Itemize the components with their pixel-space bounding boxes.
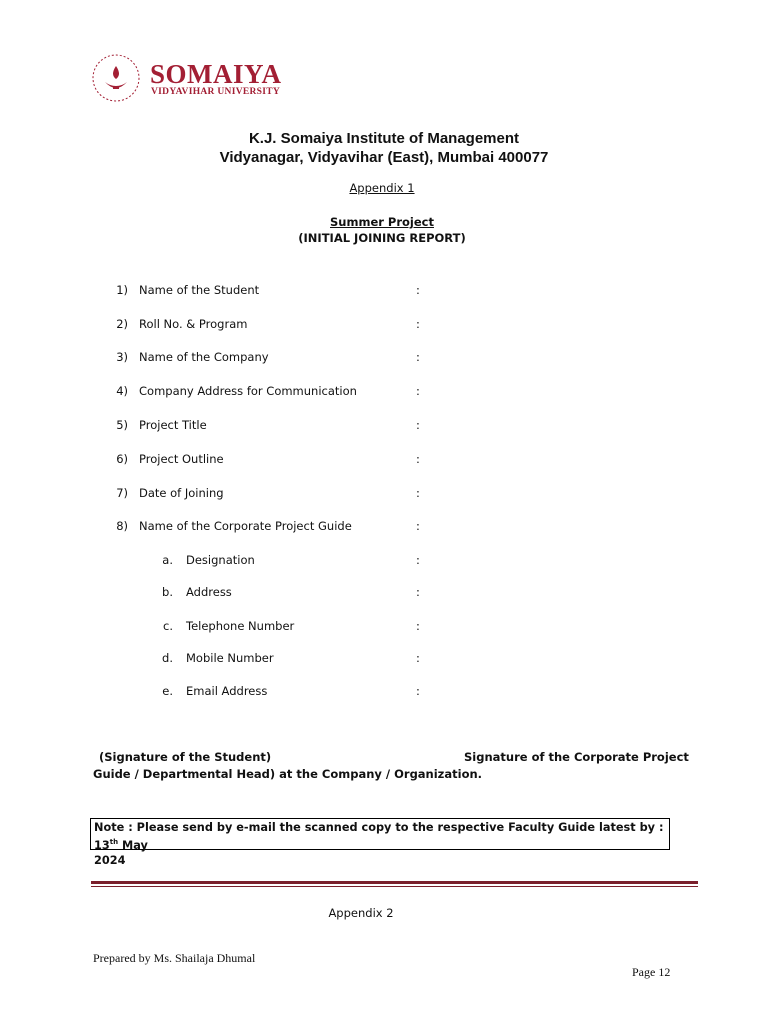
field-colon: : [416,350,420,364]
field-label-roll-no: Roll No. & Program [139,317,248,331]
field-colon: : [416,384,420,398]
field-label-project-outline: Project Outline [139,452,224,466]
field-colon: : [416,585,420,599]
field-label-project-guide: Name of the Corporate Project Guide [139,519,352,533]
guide-signature-label: Signature of the Corporate Project [464,750,689,764]
submission-note [90,818,670,867]
field-label-project-title: Project Title [139,418,207,432]
field-colon: : [416,553,420,567]
note-date-suffix: th [109,838,119,846]
field-colon: : [416,684,420,698]
subfield-label-telephone: Telephone Number [186,619,295,633]
subfield-label-designation: Designation [186,553,255,567]
form-subtitle: (INITIAL JOINING REPORT) [298,231,466,245]
field-label-company-address: Company Address for Communication [139,384,357,398]
field-number: 1) [116,283,128,297]
field-number: 3) [116,350,128,364]
note-year: 2024 [94,853,126,867]
subfield-label-email: Email Address [186,684,268,698]
institute-name: K.J. Somaiya Institute of Management [248,130,520,147]
field-number: 4) [116,384,128,398]
field-colon: : [416,317,420,331]
field-number: 8) [116,519,128,533]
footer-divider [91,881,698,884]
field-colon: : [416,452,420,466]
subfield-letter: b. [162,585,173,599]
field-colon: : [416,418,420,432]
field-colon: : [416,486,420,500]
field-label-student-name: Name of the Student [139,283,260,297]
subfield-letter: d. [162,651,173,665]
field-number: 5) [116,418,128,432]
institute-address: Vidyanagar, Vidyavihar (East), Mumbai 400077 [219,149,549,166]
field-number: 7) [116,486,128,500]
university-logo-emblem [90,52,142,104]
subfield-letter: a. [162,553,173,567]
guide-signature-label-continued: Guide / Departmental Head) at the Company / Organization. [93,767,483,781]
form-title: Summer Project [330,215,434,229]
field-colon: : [416,283,420,297]
logo-name: SOMAIYA [150,59,282,89]
field-number: 2) [116,317,128,331]
logo-subtitle: VIDYAVIHAR UNIVERSITY [151,87,281,97]
subfield-letter: e. [162,684,173,698]
footer-divider-thin [91,886,698,887]
field-colon: : [416,619,420,633]
appendix-1-label: Appendix 1 [349,181,415,195]
appendix-2-label: Appendix 2 [328,906,394,920]
field-number: 6) [116,452,128,466]
field-label-date-of-joining: Date of Joining [139,486,224,500]
prepared-by: Prepared by Ms. Shailaja Dhumal [93,951,256,965]
student-signature-label: (Signature of the Student) [99,750,272,764]
page-number: Page 12 [632,965,671,979]
note-text: Note : Please send by e-mail the scanned copy to the respective Faculty Guide latest by : 13 [94,821,664,852]
field-label-company-name: Name of the Company [139,350,269,364]
subfield-label-mobile: Mobile Number [186,651,274,665]
subfield-letter: c. [163,619,173,633]
note-month: May [118,838,148,852]
subfield-label-address: Address [186,585,232,599]
field-colon: : [416,519,420,533]
field-colon: : [416,651,420,665]
